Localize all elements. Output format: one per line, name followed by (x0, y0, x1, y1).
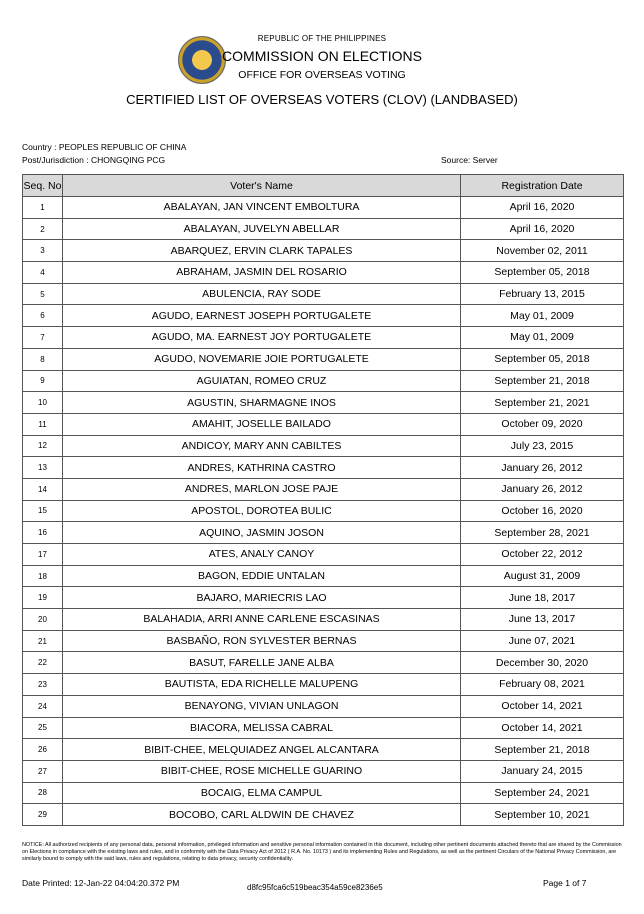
privacy-notice: NOTICE: All authorized recipients of any personal data, personal information, privileged information and sensitive personal information contained in this document, including other pertinent documents attached thereto that are shared by the Commission on Elections in compliance with the existing laws and rules, and in conformity with the Data Privacy Act of 2012 ( R.A. No. 10173 ) and its implementing Rules and Regulations, as well as the pertinent Circulars of the National Privacy Commission, are similarly bound to comply with the said laws, rules and regulations, relating to data privacy, security confidentiality. (22, 842, 622, 862)
voter-name-cell: ANDICOY, MARY ANN CABILTES (63, 435, 461, 457)
voter-name-cell: BASUT, FARELLE JANE ALBA (63, 652, 461, 674)
table-row (23, 370, 624, 392)
republic-heading: REPUBLIC OF THE PHILIPPINES (257, 34, 387, 43)
registration-date-cell: June 13, 2017 (461, 609, 624, 631)
registration-date-cell: September 21, 2018 (461, 739, 624, 761)
seq-no-cell: 18 (23, 565, 63, 587)
seq-no-cell: 21 (23, 630, 63, 652)
table-row (23, 262, 624, 284)
seq-no-cell: 7 (23, 327, 63, 349)
table-row (23, 522, 624, 544)
table-row (23, 348, 624, 370)
country-label: Country : PEOPLES REPUBLIC OF CHINA (22, 142, 187, 152)
seq-no-cell: 20 (23, 609, 63, 631)
voter-name-cell: BOCAIG, ELMA CAMPUL (63, 782, 461, 804)
registration-date-cell: September 21, 2021 (461, 392, 624, 414)
date-printed: Date Printed: 12-Jan-22 04:04:20.372 PM (22, 878, 180, 888)
voter-name-cell: AGUDO, MA. EARNEST JOY PORTUGALETE (63, 327, 461, 349)
seq-no-cell: 1 (23, 197, 63, 219)
commission-heading: COMMISSION ON ELECTIONS (222, 48, 422, 64)
seq-no-cell: 25 (23, 717, 63, 739)
seq-no-cell: 16 (23, 522, 63, 544)
seq-no-cell: 9 (23, 370, 63, 392)
registration-date-cell: May 01, 2009 (461, 327, 624, 349)
voter-name-cell: BAUTISTA, EDA RICHELLE MALUPENG (63, 674, 461, 696)
registration-date-cell: September 21, 2018 (461, 370, 624, 392)
page-number: Page 1 of 7 (543, 878, 587, 888)
seq-no-cell: 19 (23, 587, 63, 609)
table-row (23, 804, 624, 826)
voter-name-cell: ATES, ANALY CANOY (63, 544, 461, 566)
table-row (23, 674, 624, 696)
voter-name-cell: ANDRES, KATHRINA CASTRO (63, 457, 461, 479)
seq-no-cell: 3 (23, 240, 63, 262)
registration-date-cell: April 16, 2020 (461, 218, 624, 240)
registration-date-cell: January 24, 2015 (461, 760, 624, 782)
seq-no-cell: 2 (23, 218, 63, 240)
voter-name-cell: ABULENCIA, RAY SODE (63, 283, 461, 305)
registration-date-cell: December 30, 2020 (461, 652, 624, 674)
registration-date-header: Registration Date (461, 175, 624, 197)
table-row (23, 500, 624, 522)
table-row (23, 630, 624, 652)
seq-no-cell: 17 (23, 544, 63, 566)
table-row (23, 717, 624, 739)
registration-date-cell: October 09, 2020 (461, 413, 624, 435)
voter-name-cell: ABRAHAM, JASMIN DEL ROSARIO (63, 262, 461, 284)
seq-no-cell: 11 (23, 413, 63, 435)
voter-name-cell: APOSTOL, DOROTEA BULIC (63, 500, 461, 522)
voter-name-cell: AGUDO, NOVEMARIE JOIE PORTUGALETE (63, 348, 461, 370)
voter-name-cell: AMAHIT, JOSELLE BAILADO (63, 413, 461, 435)
voters-table (22, 174, 624, 826)
table-row (23, 240, 624, 262)
registration-date-cell: January 26, 2012 (461, 457, 624, 479)
registration-date-cell: September 05, 2018 (461, 348, 624, 370)
voter-name-cell: BASBAÑO, RON SYLVESTER BERNAS (63, 630, 461, 652)
registration-date-cell: January 26, 2012 (461, 478, 624, 500)
table-row (23, 609, 624, 631)
table-row (23, 413, 624, 435)
table-row (23, 544, 624, 566)
registration-date-cell: July 23, 2015 (461, 435, 624, 457)
registration-date-cell: October 22, 2012 (461, 544, 624, 566)
table-row (23, 587, 624, 609)
voter-name-cell: ABARQUEZ, ERVIN CLARK TAPALES (63, 240, 461, 262)
voter-name-cell: ABALAYAN, JAN VINCENT EMBOLTURA (63, 197, 461, 219)
table-row (23, 457, 624, 479)
voter-name-cell: BIACORA, MELISSA CABRAL (63, 717, 461, 739)
seq-no-cell: 29 (23, 804, 63, 826)
source-label: Source: Server (441, 155, 498, 165)
seq-no-cell: 8 (23, 348, 63, 370)
seq-no-cell: 24 (23, 695, 63, 717)
voter-name-cell: BENAYONG, VIVIAN UNLAGON (63, 695, 461, 717)
voter-name-cell: AGUDO, EARNEST JOSEPH PORTUGALETE (63, 305, 461, 327)
table-row (23, 283, 624, 305)
seq-no-cell: 12 (23, 435, 63, 457)
table-row (23, 565, 624, 587)
registration-date-cell: October 14, 2021 (461, 717, 624, 739)
voter-name-header: Voter's Name (63, 175, 461, 197)
registration-date-cell: September 05, 2018 (461, 262, 624, 284)
seq-no-cell: 26 (23, 739, 63, 761)
seq-no-header: Seq. No (23, 175, 63, 197)
voter-name-cell: BIBIT-CHEE, MELQUIADEZ ANGEL ALCANTARA (63, 739, 461, 761)
voter-name-cell: AGUIATAN, ROMEO CRUZ (63, 370, 461, 392)
table-row (23, 782, 624, 804)
table-row (23, 652, 624, 674)
registration-date-cell: October 16, 2020 (461, 500, 624, 522)
seq-no-cell: 5 (23, 283, 63, 305)
registration-date-cell: October 14, 2021 (461, 695, 624, 717)
registration-date-cell: November 02, 2011 (461, 240, 624, 262)
seq-no-cell: 28 (23, 782, 63, 804)
table-row (23, 695, 624, 717)
voter-name-cell: BAJARO, MARIECRIS LAO (63, 587, 461, 609)
table-row (23, 305, 624, 327)
seq-no-cell: 6 (23, 305, 63, 327)
seq-no-cell: 27 (23, 760, 63, 782)
seq-no-cell: 22 (23, 652, 63, 674)
registration-date-cell: April 16, 2020 (461, 197, 624, 219)
table-row (23, 392, 624, 414)
voter-name-cell: BALAHADIA, ARRI ANNE CARLENE ESCASINAS (63, 609, 461, 631)
office-heading: OFFICE FOR OVERSEAS VOTING (238, 69, 406, 81)
voter-name-cell: ANDRES, MARLON JOSE PAJE (63, 478, 461, 500)
registration-date-cell: September 28, 2021 (461, 522, 624, 544)
seq-no-cell: 14 (23, 478, 63, 500)
registration-date-cell: June 07, 2021 (461, 630, 624, 652)
table-row (23, 739, 624, 761)
table-row (23, 327, 624, 349)
document-hash: d8fc95fca6c519beac354a59ce8236e5 (247, 883, 383, 892)
voter-name-cell: BOCOBO, CARL ALDWIN DE CHAVEZ (63, 804, 461, 826)
voter-name-cell: BIBIT-CHEE, ROSE MICHELLE GUARINO (63, 760, 461, 782)
registration-date-cell: September 10, 2021 (461, 804, 624, 826)
table-row (23, 435, 624, 457)
table-row (23, 760, 624, 782)
table-row (23, 197, 624, 219)
voter-name-cell: BAGON, EDDIE UNTALAN (63, 565, 461, 587)
seq-no-cell: 15 (23, 500, 63, 522)
table-header-row (23, 175, 624, 197)
registration-date-cell: August 31, 2009 (461, 565, 624, 587)
voter-name-cell: AGUSTIN, SHARMAGNE INOS (63, 392, 461, 414)
table-row (23, 478, 624, 500)
table-row (23, 218, 624, 240)
seq-no-cell: 23 (23, 674, 63, 696)
post-jurisdiction-label: Post/Jurisdiction : CHONGQING PCG (22, 155, 166, 165)
registration-date-cell: May 01, 2009 (461, 305, 624, 327)
seq-no-cell: 10 (23, 392, 63, 414)
registration-date-cell: February 08, 2021 (461, 674, 624, 696)
document-title: CERTIFIED LIST OF OVERSEAS VOTERS (CLOV) (LANDBASED) (126, 92, 518, 107)
seq-no-cell: 13 (23, 457, 63, 479)
voter-name-cell: AQUINO, JASMIN JOSON (63, 522, 461, 544)
voter-name-cell: ABALAYAN, JUVELYN ABELLAR (63, 218, 461, 240)
registration-date-cell: February 13, 2015 (461, 283, 624, 305)
registration-date-cell: June 18, 2017 (461, 587, 624, 609)
seq-no-cell: 4 (23, 262, 63, 284)
registration-date-cell: September 24, 2021 (461, 782, 624, 804)
